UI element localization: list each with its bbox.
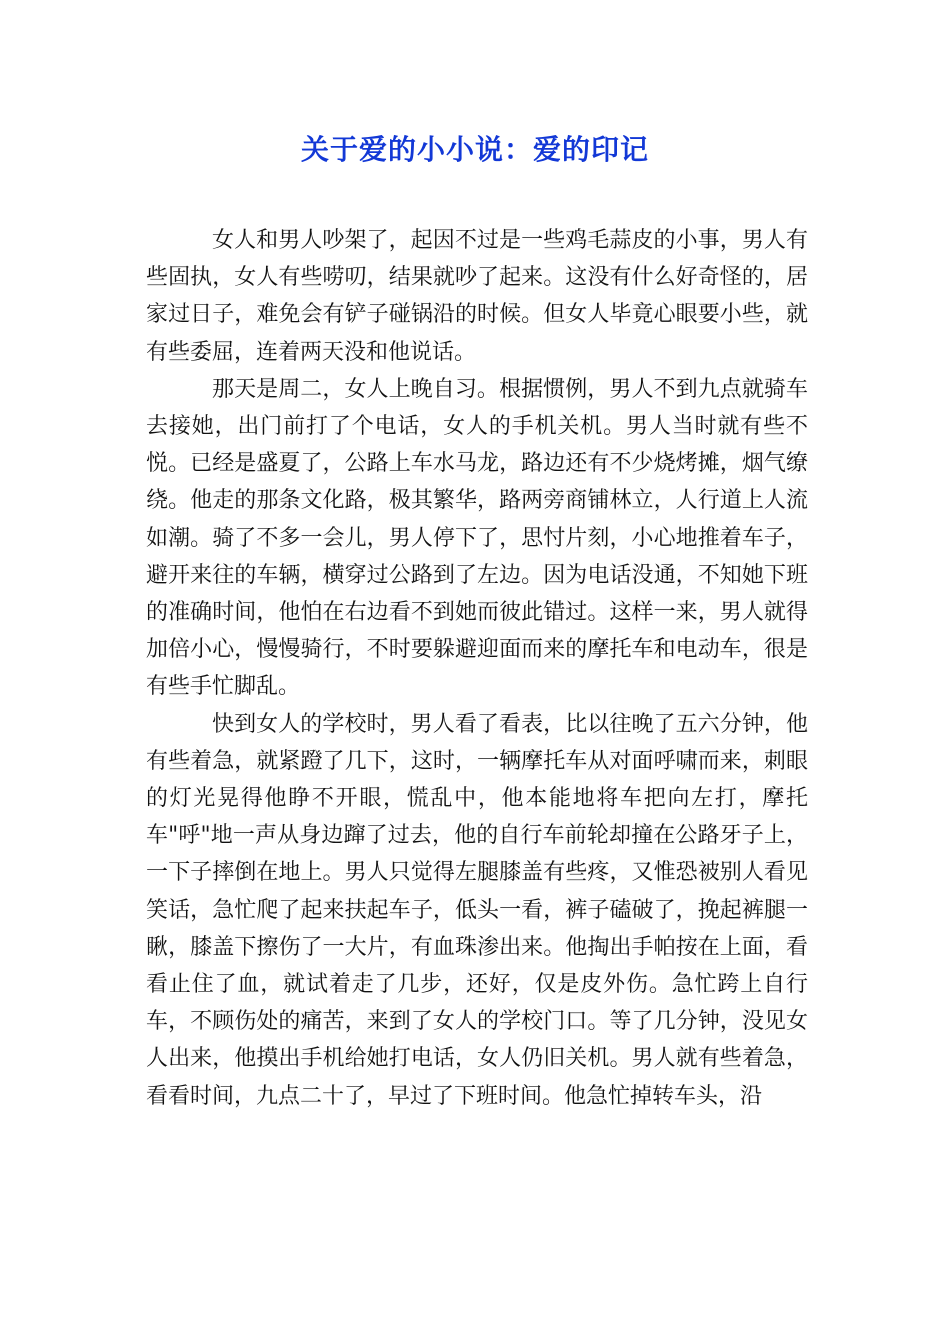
document-title: 关于爱的小小说：爱的印记 xyxy=(300,133,649,166)
document-body xyxy=(146,222,808,1115)
paragraph: 快到女人的学校时，男人看了看表，比以往晚了五六分钟，他有些着急，就紧蹬了几下，这时，一辆摩托车从对面呼啸而来，刺眼的灯光晃得他睁不开眼，慌乱中，他本能地将车把向左打，摩托车"呼"地一声从身边蹿了过去，他的自行车前轮却撞在公路牙子上，一下子摔倒在地上。男人只觉得左腿膝盖有些疼，又惟恐被别人看见笑话，急忙爬了起来扶起车子，低头一看，裤子磕破了，挽起裤腿一瞅，膝盖下擦伤了一大片，有血珠渗出来。他掏出手帕按在上面，看看止住了血，就试着走了几步，还好，仅是皮外伤。急忙跨上自行车，不顾伤处的痛苦，来到了女人的学校门口。等了几分钟，没见女人出来，他摸出手机给她打电话，女人仍旧关机。男人就有些着急，看看时间，九点二十了，早过了下班时间。他急忙掉转车头，沿 xyxy=(146,711,808,1109)
paragraph: 女人和男人吵架了，起因不过是一些鸡毛蒜皮的小事，男人有些固执，女人有些唠叨，结果就吵了起来。这没有什么好奇怪的，居家过日子，难免会有铲子碰锅沿的时候。但女人毕竟心眼要小些，就有些委屈，连着两天没和他说话。 xyxy=(146,228,808,365)
paragraph: 那天是周二，女人上晚自习。根据惯例，男人不到九点就骑车去接她，出门前打了个电话，女人的手机关机。男人当时就有些不悦。已经是盛夏了，公路上车水马龙，路边还有不少烧烤摊，烟气缭绕。他走的那条文化路，极其繁华，路两旁商铺林立，人行道上人流如潮。骑了不多一会儿，男人停下了，思忖片刻，小心地推着车子，避开来往的车辆，横穿过公路到了左边。因为电话没通，不知她下班的准确时间，他怕在右边看不到她而彼此错过。这样一来，男人就得加倍小心，慢慢骑行，不时要躲避迎面而来的摩托车和电动车，很是有些手忙脚乱。 xyxy=(146,376,808,700)
